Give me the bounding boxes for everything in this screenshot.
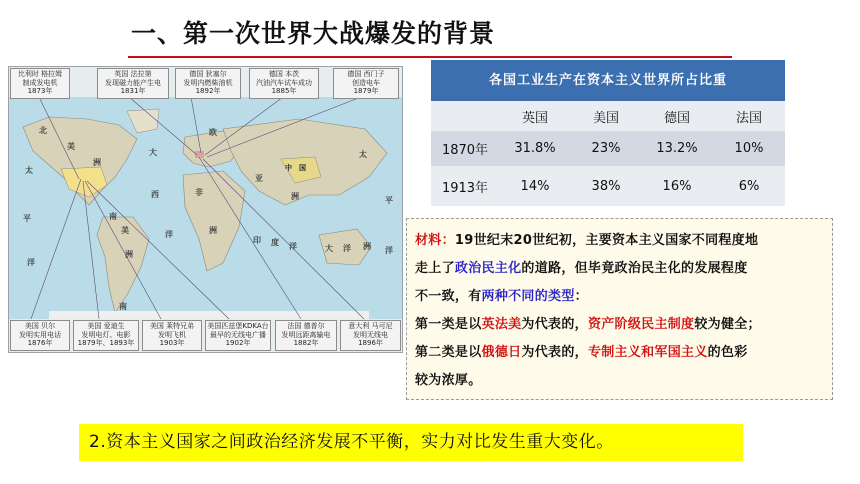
material-line-2: 走上了政治民主化的道路，但毕竟政治民主化的发展程度 bbox=[415, 261, 748, 276]
table-cell: 16% bbox=[662, 178, 692, 194]
title-underline bbox=[128, 56, 732, 58]
map-label-zhou1: 洲 bbox=[93, 158, 101, 167]
caption-us-wright: 美国 莱特兄弟 发明飞机 1903年 bbox=[142, 320, 202, 351]
map-label-ou: 欧 bbox=[209, 128, 217, 137]
map-label-yin: 印 bbox=[253, 236, 261, 245]
table-header-row bbox=[431, 101, 785, 131]
map-label-zhou2: 洲 bbox=[125, 250, 133, 259]
material-line-5: 第二类是以俄德日为代表的，专制主义和军国主义的色彩 bbox=[415, 345, 748, 360]
page-title: 一、第一次世界大战爆发的背景 bbox=[131, 19, 496, 48]
map-label-ping2: 平 bbox=[385, 196, 393, 205]
map-label-yang4: 洋 bbox=[343, 244, 351, 253]
caption-uk-faraday: 英国 法拉第 发现磁力能产生电 1831年 bbox=[97, 68, 169, 99]
map-label-yang3: 洋 bbox=[289, 242, 297, 251]
caption-us-bell: 美国 贝尔 发明实用电话 1876年 bbox=[10, 320, 70, 351]
table-header-cell: 德国 bbox=[663, 110, 690, 126]
map-label-yang2: 洋 bbox=[165, 230, 173, 239]
map-label-guo: 国 bbox=[299, 164, 306, 172]
map-label-ping1: 平 bbox=[23, 214, 31, 223]
table-row bbox=[431, 166, 785, 206]
table-header-cell: 英国 bbox=[521, 110, 548, 126]
world-map-panel bbox=[8, 66, 403, 353]
world-map bbox=[9, 67, 402, 352]
map-label-da2: 大 bbox=[325, 244, 333, 253]
map-label-nan2: 南 bbox=[119, 302, 127, 311]
map-label-zhou4: 洲 bbox=[291, 192, 299, 201]
caption-germany-benz: 德国 本茨 汽油汽车试车成功 1885年 bbox=[249, 68, 319, 99]
material-box bbox=[406, 218, 833, 400]
caption-us-edison: 美国 爱迪生 发明电灯、电影 1879年、1893年 bbox=[73, 320, 139, 351]
map-label-yang5: 洋 bbox=[385, 246, 393, 255]
material-line-1: 材料：19世纪末20世纪初，主要资本主义国家不同程度地 bbox=[415, 233, 759, 248]
map-label-mei2: 美 bbox=[121, 226, 129, 235]
map-label-ya: 亚 bbox=[255, 174, 263, 183]
caption-germany-diesel: 德国 狄塞尔 发明内燃柴油机 1892年 bbox=[175, 68, 241, 99]
map-label-nan: 南 bbox=[109, 212, 117, 221]
table-row bbox=[431, 131, 785, 166]
map-label-tai2: 太 bbox=[359, 150, 367, 159]
map-label-bei: 北 bbox=[39, 126, 47, 135]
map-label-zhou3: 洲 bbox=[209, 226, 217, 235]
material-line-3: 不一致，有两种不同的类型： bbox=[415, 289, 588, 304]
caption-belgium-gramme: 比利时 格拉姆 制成发电机 1873年 bbox=[10, 68, 70, 99]
map-label-mei: 美 bbox=[67, 142, 75, 151]
table-header-cell: 美国 bbox=[592, 110, 619, 126]
map-label-zhou5: 洲 bbox=[363, 242, 371, 251]
table-cell: 6% bbox=[738, 178, 760, 194]
map-label-zhong: 中 bbox=[285, 164, 292, 172]
map-label-xi: 西 bbox=[151, 190, 159, 199]
caption-germany-siemens: 德国 西门子 创造电车 1879年 bbox=[333, 68, 399, 99]
material-line-4: 第一类是以英法美为代表的，资产阶级民主制度较为健全； bbox=[415, 317, 761, 332]
table-cell: 23% bbox=[591, 141, 621, 156]
map-label-du: 度 bbox=[271, 238, 279, 247]
map-label-yang1: 洋 bbox=[27, 258, 35, 267]
table-cell: 13.2% bbox=[656, 141, 698, 156]
table-cell: 38% bbox=[591, 178, 621, 194]
map-label-fei: 非 bbox=[195, 188, 203, 197]
table-cell: 31.8% bbox=[514, 141, 556, 156]
map-label-tai1: 太 bbox=[25, 166, 33, 175]
table-cell: 10% bbox=[734, 141, 764, 156]
conclusion-bar: 2.资本主义国家之间政治经济发展不平衡，实力对比发生重大变化。 bbox=[79, 424, 743, 461]
industrial-share-table bbox=[431, 60, 785, 206]
map-label-da: 大 bbox=[149, 148, 157, 157]
caption-us-kdka: 美国匹兹堡KDKA台 最早的无线电广播 1902年 bbox=[205, 320, 271, 351]
table-title: 各国工业生产在资本主义世界所占比重 bbox=[431, 60, 785, 101]
table-cell: 1913年 bbox=[441, 180, 489, 196]
table-cell: 1870年 bbox=[441, 143, 489, 158]
table-cell: 14% bbox=[520, 178, 550, 194]
material-line-6: 较为浓厚。 bbox=[415, 373, 482, 388]
caption-france-deprez: 法国 德普尔 发明远距离输电 1882年 bbox=[275, 320, 337, 351]
table-header-cell: 法国 bbox=[735, 110, 762, 126]
caption-italy-marconi: 意大利 马可尼 发明无线电 1896年 bbox=[340, 320, 401, 351]
material-label: 材料： bbox=[415, 233, 455, 248]
